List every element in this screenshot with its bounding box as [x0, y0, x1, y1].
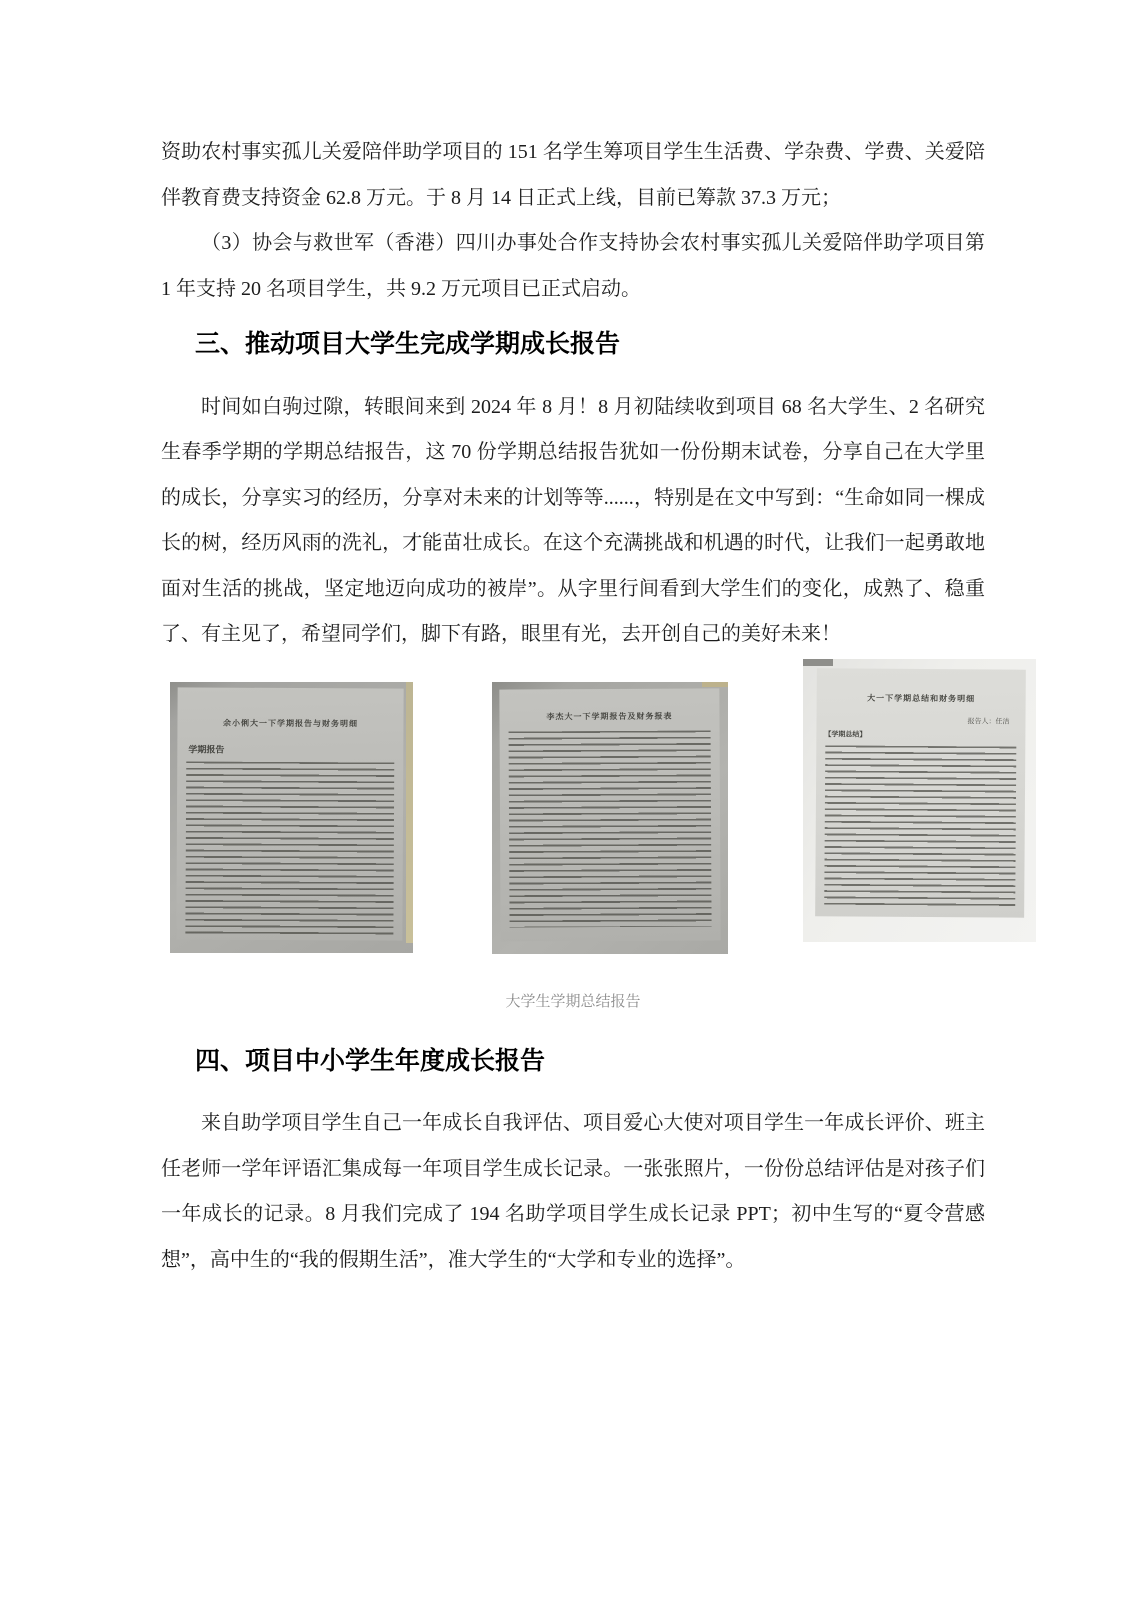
photo-report-1 [170, 682, 413, 953]
paragraph-funding-continued: 资助农村事实孤儿关爱陪伴助学项目的 151 名学生筹项目学生生活费、学杂费、学费、关爱陪伴教育费支持资金 62.8 万元。于 8 月 14 日正式上线，目前已筹款 37.3 万元； [161, 141, 985, 209]
photo-report-1-paper [176, 687, 403, 940]
document-content [161, 130, 1010, 1283]
photo-report-2-paper [499, 688, 720, 941]
section-heading-k12-reports: 四、项目中小学生年度成长报告 [195, 1046, 546, 1075]
photo-row-semester-reports [161, 666, 1010, 970]
section-heading-university-reports: 三、推动项目大学生完成学期成长报告 [195, 330, 621, 358]
photo-report-1-text-lines [185, 761, 394, 938]
photo-caption: 大学生学期总结报告 [505, 993, 641, 1010]
paragraph-university-reports: 时间如白驹过隙，转眼间来到 2024 年 8 月！8 月初陆续收到项目 68 名大学生、2 名研究生春季学期的学期总结报告，这 70 份学期总结报告犹如一份份期末试卷，分享自己在大学里的成长，分享实习的经历，分享对未来的计划等等......，特别是在文中写到：“生命如同一棵成长的树，经历风雨的洗礼，才能苗壮成长。在这个充满挑战和机遇的时代，让我们一起勇敢地面对生活的挑战，坚定地迈向成功的被岸”。从字里行间看到大学生们的变化，成熟了、稳重了、有主见了，希望同学们，脚下有路，眼里有光，去开创自己的美好未来！ [161, 395, 985, 645]
photo-report-2-text-lines [509, 730, 712, 927]
photo-report-3-paper [815, 668, 1026, 917]
photo-report-3-byline: 报告人：任洁 [967, 716, 1010, 726]
photo-report-3 [803, 659, 1036, 942]
paragraph-salvation-army-item: （3）协会与救世军（香港）四川办事处合作支持协会农村事实孤儿关爱陪伴助学项目第 1 年支持 20 名项目学生，共 9.2 万元项目已正式启动。 [161, 232, 985, 300]
photo-report-3-title: 大一下学期总结和财务明细 [867, 693, 976, 703]
paragraph-k12-reports: 来自助学项目学生自己一年成长自我评估、项目爱心大使对项目学生一年成长评价、班主任老师一学年评语汇集成每一年项目学生成长记录。一张张照片，一份份总结评估是对孩子们一年成长的记录。8 月我们完成了 194 名助学项目学生成长记录 PPT；初中生写的“夏令营感想”，高中生的“我的假期生活”，准大学生的“大学和专业的选择”。 [161, 1112, 985, 1271]
photo-report-1-subtitle: 学期报告 [188, 743, 225, 755]
photo-report-2-title: 李杰大一下学期报告及财务报表 [546, 711, 673, 721]
photo-report-3-text-lines [824, 745, 1016, 906]
photo-report-2 [492, 682, 728, 954]
photo-report-1-title: 余小俐大一下学期报告与财务明细 [222, 718, 358, 728]
photo-report-3-section-marker: 【学期总结】 [824, 729, 867, 739]
